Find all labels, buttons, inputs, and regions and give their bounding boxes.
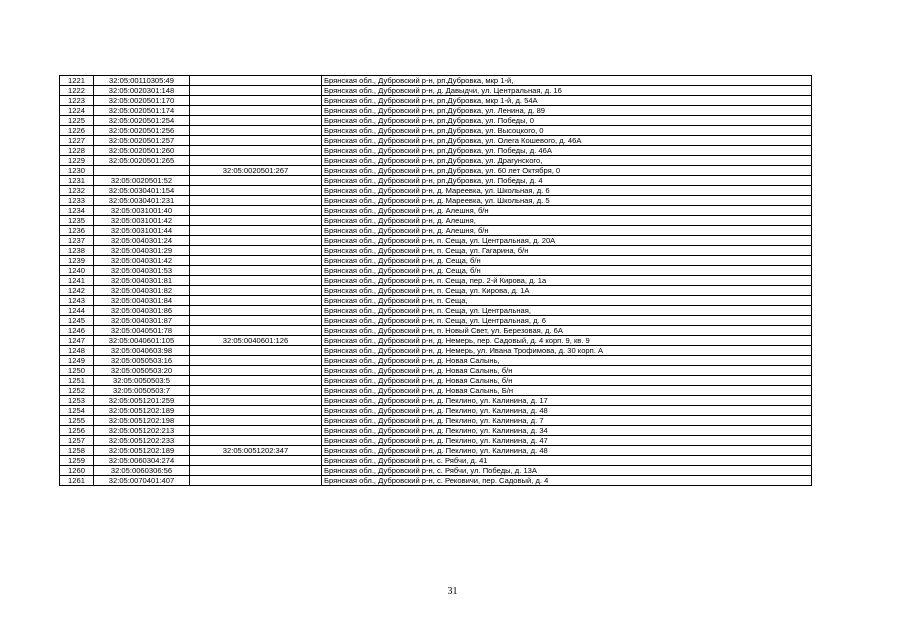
address-cell: Брянская обл., Дубровский р-н, рп.Дубровка, ул. 60 лет Октября, 0 — [322, 166, 812, 176]
cadastral-number-cell: 32:05:0031001:44 — [94, 226, 190, 236]
previous-cadastral-number-cell — [190, 346, 322, 356]
previous-cadastral-number-cell — [190, 226, 322, 236]
table-row — [60, 236, 812, 246]
table-row — [60, 216, 812, 226]
cadastral-number-cell: 32:05:0030401:231 — [94, 196, 190, 206]
row-number-cell: 1242 — [60, 286, 94, 296]
cadastral-number-cell: 32:05:0020501:254 — [94, 116, 190, 126]
cadastral-number-cell: 32:05:0040301:29 — [94, 246, 190, 256]
cadastral-number-cell: 32:05:0050503:5 — [94, 376, 190, 386]
address-cell: Брянская обл., Дубровский р-н, д. Алешня, б/н — [322, 226, 812, 236]
row-number-cell: 1245 — [60, 316, 94, 326]
address-cell: Брянская обл., Дубровский р-н, п. Сеща, — [322, 296, 812, 306]
table-row — [60, 286, 812, 296]
table-row — [60, 76, 812, 86]
row-number-cell: 1259 — [60, 456, 94, 466]
cadastral-number-cell — [94, 166, 190, 176]
cadastral-number-cell: 32:05:0040301:53 — [94, 266, 190, 276]
cadastral-number-cell: 32:05:0050503:7 — [94, 386, 190, 396]
previous-cadastral-number-cell — [190, 456, 322, 466]
address-cell: Брянская обл., Дубровский р-н, рп.Дубровка, ул. Победы, д. 46А — [322, 146, 812, 156]
address-cell: Брянская обл., Дубровский р-н, д. Алешня, б/н — [322, 206, 812, 216]
cadastral-number-cell: 32:05:0031001:40 — [94, 206, 190, 216]
cadastral-number-cell: 32:05:0050503:20 — [94, 366, 190, 376]
table-row — [60, 356, 812, 366]
address-cell: Брянская обл., Дубровский р-н, д. Пеклино, ул. Калинина, д. 7 — [322, 416, 812, 426]
row-number-cell: 1252 — [60, 386, 94, 396]
previous-cadastral-number-cell — [190, 106, 322, 116]
row-number-cell: 1227 — [60, 136, 94, 146]
cadastral-number-cell: 32:05:0020501:265 — [94, 156, 190, 166]
previous-cadastral-number-cell — [190, 186, 322, 196]
row-number-cell: 1254 — [60, 406, 94, 416]
cadastral-number-cell: 32:05:0040301:42 — [94, 256, 190, 266]
previous-cadastral-number-cell — [190, 156, 322, 166]
row-number-cell: 1260 — [60, 466, 94, 476]
row-number-cell: 1253 — [60, 396, 94, 406]
cadastral-number-cell: 32:05:0040301:87 — [94, 316, 190, 326]
previous-cadastral-number-cell — [190, 466, 322, 476]
previous-cadastral-number-cell — [190, 376, 322, 386]
table-row — [60, 146, 812, 156]
address-cell: Брянская обл., Дубровский р-н, д. Пеклино, ул. Калинина, д. 48 — [322, 406, 812, 416]
address-cell: Брянская обл., Дубровский р-н, д. Пеклино, ул. Калинина, д. 17 — [322, 396, 812, 406]
previous-cadastral-number-cell — [190, 426, 322, 436]
address-cell: Брянская обл., Дубровский р-н, п. Сеща, ул. Центральная, д. 6 — [322, 316, 812, 326]
table-row — [60, 116, 812, 126]
cadastral-number-cell: 32:05:0020501:174 — [94, 106, 190, 116]
previous-cadastral-number-cell — [190, 266, 322, 276]
row-number-cell: 1256 — [60, 426, 94, 436]
row-number-cell: 1231 — [60, 176, 94, 186]
cadastral-number-cell: 32:05:0040301:81 — [94, 276, 190, 286]
cadastral-number-cell: 32:05:0020301:148 — [94, 86, 190, 96]
previous-cadastral-number-cell — [190, 396, 322, 406]
previous-cadastral-number-cell — [190, 86, 322, 96]
cadastral-number-cell: 32:05:0060306:56 — [94, 466, 190, 476]
table-row — [60, 276, 812, 286]
address-cell: Брянская обл., Дубровский р-н, п. Новый Свет, ул. Березовая, д. 6А — [322, 326, 812, 336]
table-row — [60, 296, 812, 306]
table-row — [60, 226, 812, 236]
previous-cadastral-number-cell — [190, 96, 322, 106]
address-cell: Брянская обл., Дубровский р-н, д. Сеща, б/н — [322, 256, 812, 266]
row-number-cell: 1235 — [60, 216, 94, 226]
table-row — [60, 136, 812, 146]
row-number-cell: 1225 — [60, 116, 94, 126]
address-cell: Брянская обл., Дубровский р-н, рп.Дубровка, мкр 1-й, — [322, 76, 812, 86]
previous-cadastral-number-cell — [190, 406, 322, 416]
row-number-cell: 1257 — [60, 436, 94, 446]
table-row — [60, 126, 812, 136]
address-cell: Брянская обл., Дубровский р-н, п. Сеща, ул. Гагарина, б/н — [322, 246, 812, 256]
previous-cadastral-number-cell — [190, 316, 322, 326]
previous-cadastral-number-cell — [190, 146, 322, 156]
table-row — [60, 336, 812, 346]
previous-cadastral-number-cell — [190, 76, 322, 86]
address-cell: Брянская обл., Дубровский р-н, д. Алешня, — [322, 216, 812, 226]
table-row — [60, 366, 812, 376]
cadastral-number-cell: 32:05:0060304:274 — [94, 456, 190, 466]
row-number-cell: 1240 — [60, 266, 94, 276]
cadastral-number-cell: 32:05:0051202:189 — [94, 446, 190, 456]
table-row — [60, 396, 812, 406]
previous-cadastral-number-cell — [190, 256, 322, 266]
previous-cadastral-number-cell — [190, 126, 322, 136]
table-row — [60, 256, 812, 266]
row-number-cell: 1247 — [60, 336, 94, 346]
address-cell: Брянская обл., Дубровский р-н, д. Сеща, б/н — [322, 266, 812, 276]
table-row — [60, 376, 812, 386]
previous-cadastral-number-cell — [190, 176, 322, 186]
cadastral-number-cell: 32:05:0011030​5:49 — [94, 76, 190, 86]
row-number-cell: 1224 — [60, 106, 94, 116]
row-number-cell: 1251 — [60, 376, 94, 386]
table-row — [60, 156, 812, 166]
row-number-cell: 1239 — [60, 256, 94, 266]
row-number-cell: 1249 — [60, 356, 94, 366]
previous-cadastral-number-cell — [190, 326, 322, 336]
previous-cadastral-number-cell — [190, 286, 322, 296]
address-cell: Брянская обл., Дубровский р-н, рп.Дубровка, ул. Ленина, д. 89 — [322, 106, 812, 116]
row-number-cell: 1228 — [60, 146, 94, 156]
registry-table-body — [60, 76, 812, 486]
table-row — [60, 176, 812, 186]
address-cell: Брянская обл., Дубровский р-н, д. Новая Салынь, Б/н — [322, 386, 812, 396]
previous-cadastral-number-cell: 32:05:0020501:267 — [190, 166, 322, 176]
table-row — [60, 166, 812, 176]
cadastral-number-cell: 32:05:0020501:257 — [94, 136, 190, 146]
table-row — [60, 316, 812, 326]
cadastral-number-cell: 32:05:0040301:82 — [94, 286, 190, 296]
table-row — [60, 416, 812, 426]
previous-cadastral-number-cell — [190, 136, 322, 146]
table-row — [60, 266, 812, 276]
address-cell: Брянская обл., Дубровский р-н, рп.Дубровка, ул. Победы, 0 — [322, 116, 812, 126]
row-number-cell: 1258 — [60, 446, 94, 456]
previous-cadastral-number-cell — [190, 386, 322, 396]
previous-cadastral-number-cell — [190, 366, 322, 376]
row-number-cell: 1226 — [60, 126, 94, 136]
cadastral-number-cell: 32:05:0070401:407 — [94, 476, 190, 486]
row-number-cell: 1250 — [60, 366, 94, 376]
row-number-cell: 1261 — [60, 476, 94, 486]
table-row — [60, 476, 812, 486]
address-cell: Брянская обл., Дубровский р-н, рп.Дубровка, ул. Олега Кошевого, д. 46А — [322, 136, 812, 146]
previous-cadastral-number-cell — [190, 306, 322, 316]
address-cell: Брянская обл., Дубровский р-н, п. Сеща, ул. Центральная, — [322, 306, 812, 316]
address-cell: Брянская обл., Дубровский р-н, рп.Дубровка, ул. Драгунского, — [322, 156, 812, 166]
cadastral-number-cell: 32:05:0051202:233 — [94, 436, 190, 446]
row-number-cell: 1230 — [60, 166, 94, 176]
address-cell: Брянская обл., Дубровский р-н, д. Мареевка, ул. Школьная, д. 5 — [322, 196, 812, 206]
cadastral-number-cell: 32:05:0020501:256 — [94, 126, 190, 136]
row-number-cell: 1234 — [60, 206, 94, 216]
table-row — [60, 206, 812, 216]
previous-cadastral-number-cell — [190, 206, 322, 216]
address-cell: Брянская обл., Дубровский р-н, д. Новая Салынь, — [322, 356, 812, 366]
table-row — [60, 246, 812, 256]
row-number-cell: 1248 — [60, 346, 94, 356]
address-cell: Брянская обл., Дубровский р-н, с. Рябчи, д. 41 — [322, 456, 812, 466]
table-row — [60, 96, 812, 106]
address-cell: Брянская обл., Дубровский р-н, д. Немерь, пер. Садовый, д. 4 корп. 9, кв. 9 — [322, 336, 812, 346]
address-cell: Брянская обл., Дубровский р-н, с. Рековичи, пер. Садовый, д. 4 — [322, 476, 812, 486]
cadastral-number-cell: 32:05:0051202:189 — [94, 406, 190, 416]
row-number-cell: 1238 — [60, 246, 94, 256]
previous-cadastral-number-cell: 32:05:0051202:347 — [190, 446, 322, 456]
address-cell: Брянская обл., Дубровский р-н, п. Сеща, пер. 2-й Кирова, д. 1а — [322, 276, 812, 286]
table-row — [60, 426, 812, 436]
address-cell: Брянская обл., Дубровский р-н, рп.Дубровка, ул. Победы, д. 4 — [322, 176, 812, 186]
row-number-cell: 1255 — [60, 416, 94, 426]
row-number-cell: 1241 — [60, 276, 94, 286]
address-cell: Брянская обл., Дубровский р-н, п. Сеща, ул. Кирова, д. 1А — [322, 286, 812, 296]
table-row — [60, 186, 812, 196]
cadastral-number-cell: 32:05:0051202:198 — [94, 416, 190, 426]
previous-cadastral-number-cell — [190, 276, 322, 286]
cadastral-number-cell: 32:05:0020501:170 — [94, 96, 190, 106]
registry-table — [59, 75, 812, 486]
address-cell: Брянская обл., Дубровский р-н, п. Сеща, ул. Центральная, д. 20А — [322, 236, 812, 246]
cadastral-number-cell: 32:05:0020501:260 — [94, 146, 190, 156]
cadastral-number-cell: 32:05:0050503:16 — [94, 356, 190, 366]
row-number-cell: 1246 — [60, 326, 94, 336]
table-row — [60, 446, 812, 456]
table-row — [60, 86, 812, 96]
row-number-cell: 1236 — [60, 226, 94, 236]
previous-cadastral-number-cell — [190, 296, 322, 306]
cadastral-number-cell: 32:05:0040301:84 — [94, 296, 190, 306]
previous-cadastral-number-cell — [190, 236, 322, 246]
row-number-cell: 1223 — [60, 96, 94, 106]
address-cell: Брянская обл., Дубровский р-н, д. Пеклино, ул. Калинина, д. 48 — [322, 446, 812, 456]
table-row — [60, 436, 812, 446]
cadastral-number-cell: 32:05:0040301:24 — [94, 236, 190, 246]
address-cell: Брянская обл., Дубровский р-н, д. Немерь, ул. Ивана Трофимова, д. 30 корп. А — [322, 346, 812, 356]
table-row — [60, 386, 812, 396]
row-number-cell: 1243 — [60, 296, 94, 306]
address-cell: Брянская обл., Дубровский р-н, д. Пеклино, ул. Калинина, д. 47 — [322, 436, 812, 446]
previous-cadastral-number-cell — [190, 416, 322, 426]
table-row — [60, 196, 812, 206]
row-number-cell: 1233 — [60, 196, 94, 206]
previous-cadastral-number-cell — [190, 356, 322, 366]
cadastral-number-cell: 32:05:0031001:42 — [94, 216, 190, 226]
table-row — [60, 456, 812, 466]
row-number-cell: 1232 — [60, 186, 94, 196]
previous-cadastral-number-cell: 32:05:0040601:126 — [190, 336, 322, 346]
row-number-cell: 1229 — [60, 156, 94, 166]
address-cell: Брянская обл., Дубровский р-н, д. Мареевка, ул. Школьная, д. 6 — [322, 186, 812, 196]
address-cell: Брянская обл., Дубровский р-н, д. Новая Салынь, б/н — [322, 376, 812, 386]
previous-cadastral-number-cell — [190, 196, 322, 206]
previous-cadastral-number-cell — [190, 216, 322, 226]
address-cell: Брянская обл., Дубровский р-н, д. Давыдчи, ул. Центральная, д. 16 — [322, 86, 812, 96]
previous-cadastral-number-cell — [190, 246, 322, 256]
table-row — [60, 466, 812, 476]
table-row — [60, 346, 812, 356]
address-cell: Брянская обл., Дубровский р-н, рп.Дубровка, ул. Высоцкого, 0 — [322, 126, 812, 136]
table-row — [60, 106, 812, 116]
cadastral-number-cell: 32:05:0040601:105 — [94, 336, 190, 346]
row-number-cell: 1221 — [60, 76, 94, 86]
row-number-cell: 1237 — [60, 236, 94, 246]
address-cell: Брянская обл., Дубровский р-н, рп.Дубровка, мкр 1-й, д. 54А — [322, 96, 812, 106]
cadastral-number-cell: 32:05:0051201:259 — [94, 396, 190, 406]
address-cell: Брянская обл., Дубровский р-н, с. Рябчи, ул. Победы, д. 13А — [322, 466, 812, 476]
table-row — [60, 406, 812, 416]
previous-cadastral-number-cell — [190, 436, 322, 446]
previous-cadastral-number-cell — [190, 476, 322, 486]
page-number: 31 — [447, 586, 458, 597]
address-cell: Брянская обл., Дубровский р-н, д. Пеклино, ул. Калинина, д. 34 — [322, 426, 812, 436]
previous-cadastral-number-cell — [190, 116, 322, 126]
cadastral-number-cell: 32:05:0040501:78 — [94, 326, 190, 336]
cadastral-number-cell: 32:05:0051202:213 — [94, 426, 190, 436]
address-cell: Брянская обл., Дубровский р-н, д. Новая Салынь, б/н — [322, 366, 812, 376]
cadastral-number-cell: 32:05:0030401:154 — [94, 186, 190, 196]
row-number-cell: 1222 — [60, 86, 94, 96]
table-row — [60, 306, 812, 316]
cadastral-number-cell: 32:05:0040603:98 — [94, 346, 190, 356]
table-row — [60, 326, 812, 336]
cadastral-number-cell: 32:05:0020501:52 — [94, 176, 190, 186]
cadastral-number-cell: 32:05:0040301:86 — [94, 306, 190, 316]
row-number-cell: 1244 — [60, 306, 94, 316]
